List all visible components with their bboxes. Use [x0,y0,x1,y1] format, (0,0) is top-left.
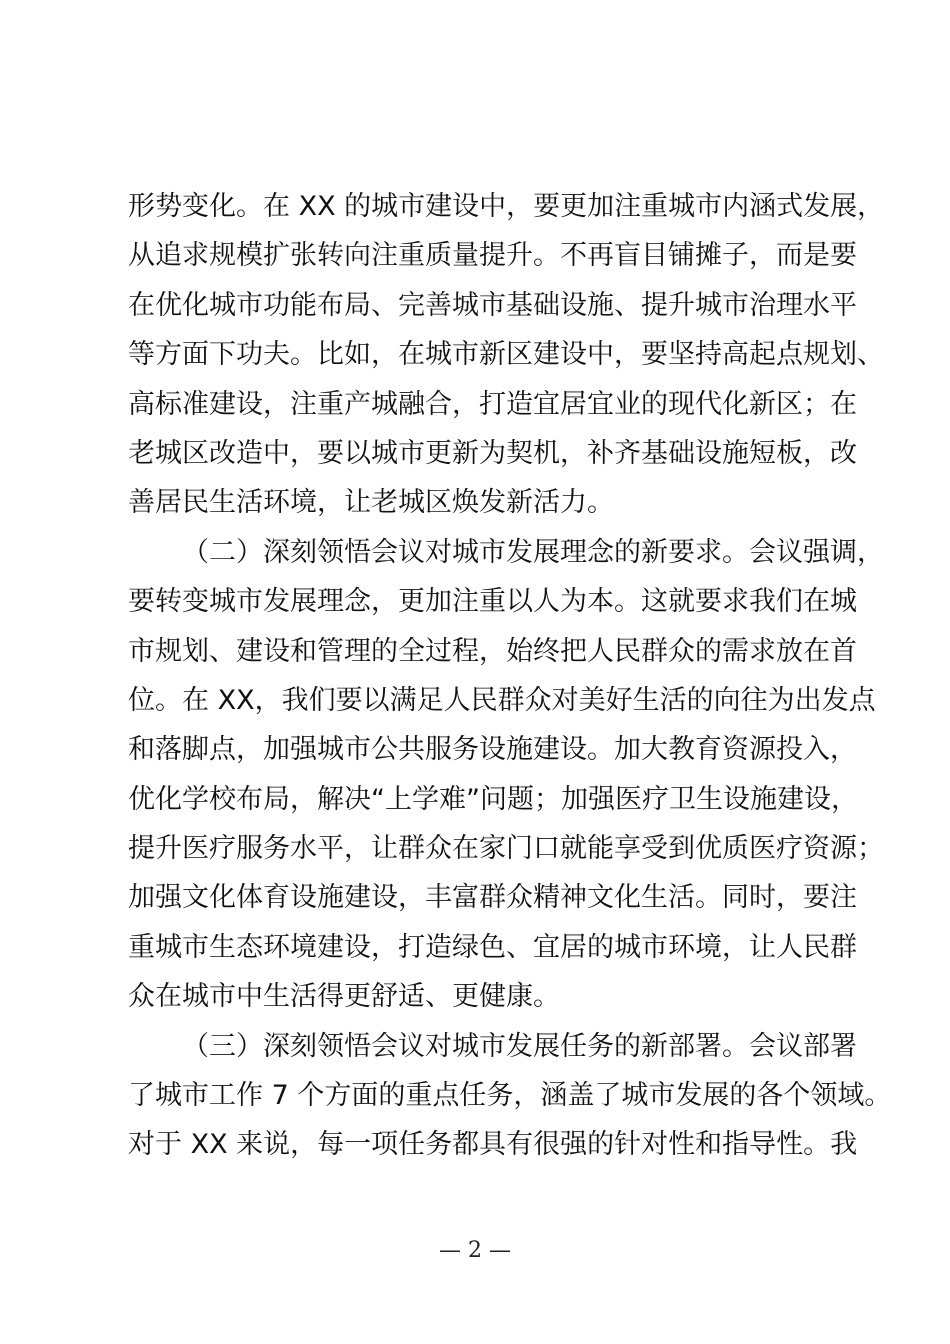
text-line: 市规划、建设和管理的全过程，始终把人民群众的需求放在首 [128,635,857,667]
text-line: 要转变城市发展理念，更加注重以人为本。这就要求我们在城 [128,586,857,618]
page-number: — 2 — [439,1238,511,1263]
text-line: 在优化城市功能布局、完善城市基础设施、提升城市治理水平 [128,289,857,321]
text-line: （二）深刻领悟会议对城市发展理念的新要求。会议强调， [182,536,884,568]
text-line: 善居民生活环境，让老城区焕发新活力。 [128,487,614,519]
text-line: 提升医疗服务水平，让群众在家门口就能享受到优质医疗资源； [128,833,884,865]
text-line: 和落脚点，加强城市公共服务设施建设。加大教育资源投入， [128,734,857,766]
document-body [128,182,892,1170]
text-line: 对于 XX 来说，每一项任务都具有很强的针对性和指导性。我 [128,1129,858,1161]
text-line: 位。在 XX，我们要以满足人民群众对美好生活的向往为出发点 [128,684,876,716]
text-line: 重城市生态环境建设，打造绿色、宜居的城市环境，让人民群 [128,931,857,963]
text-line: 加强文化体育设施建设，丰富群众精神文化生活。同时，要注 [128,882,857,914]
text-line: （三）深刻领悟会议对城市发展任务的新部署。会议部署 [182,1030,857,1062]
text-line: 形势变化。在 XX 的城市建设中，要更加注重城市内涵式发展， [128,191,885,222]
text-line: 从追求规模扩张转向注重质量提升。不再盲目铺摊子，而是要 [128,240,857,272]
text-line: 等方面下功夫。比如，在城市新区建设中，要坚持高起点规划、 [128,339,884,371]
text-line: 众在城市中生活得更舒适、更健康。 [128,981,560,1013]
text-line: 了城市工作 7 个方面的重点任务，涵盖了城市发展的各个领域。 [128,1080,892,1112]
text-line: 高标准建设，注重产城融合，打造宜居宜业的现代化新区；在 [128,388,857,420]
text-line: 优化学校布局，解决“上学难”问题；加强医疗卫生设施建设， [128,783,858,815]
text-line: 老城区改造中，要以城市更新为契机，补齐基础设施短板，改 [128,437,857,469]
